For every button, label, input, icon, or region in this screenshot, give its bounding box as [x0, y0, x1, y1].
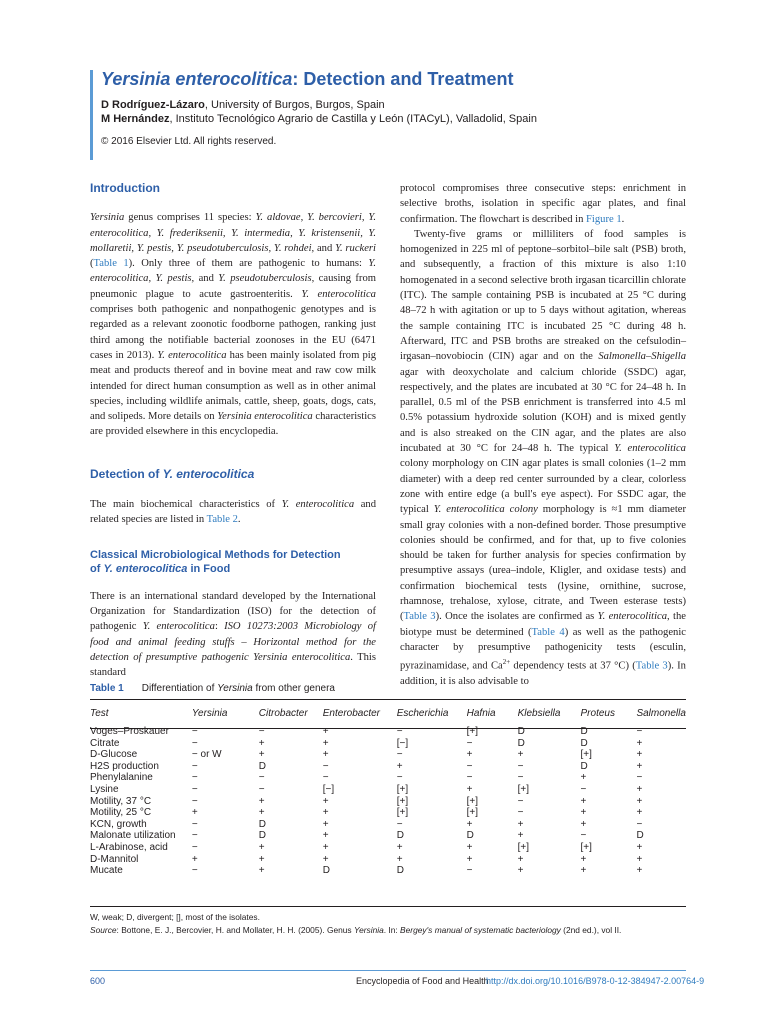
title-italic: Yersinia enterocolitica: [101, 69, 293, 89]
result-cell: +: [636, 841, 643, 853]
result-cell: −: [191, 726, 198, 737]
author-line-1: [101, 99, 385, 111]
result-cell: D: [580, 760, 588, 772]
result-cell: +: [580, 865, 587, 877]
result-cell: +: [191, 807, 198, 819]
protocol-paragraph: protocol compromises three consecutive steps: enrichment in selective broths, isolation in specific agar plates, and final confirmation. The flowchart is described in Figure 1.: [400, 183, 686, 225]
journal-name: Encyclopedia of Food and Health: [356, 976, 489, 986]
section-heading-introduction: Introduction: [90, 181, 160, 195]
table-row: [90, 842, 686, 854]
result-cell: D: [322, 865, 330, 877]
result-cell: D: [580, 726, 588, 737]
result-cell: +: [258, 865, 265, 877]
result-cell: D: [258, 760, 267, 772]
classical-paragraph: There is an international standard developed by the International Organization for Standardization (ISO) for the detection of pathogenic Y. enterocolitica: ISO 10273:2003 Microbiology of food and animal feeding stuffs – Horizontal method for the detection of presumptive pathogenic Yersinia enterocolitica. This standard: [90, 590, 376, 679]
result-cell: +: [322, 841, 329, 853]
table-header-row: [90, 702, 686, 726]
result-cell: D: [580, 737, 588, 749]
result-cell: −: [466, 760, 473, 772]
table-row: [90, 772, 686, 784]
test-name-cell: Motility, 37 °C: [90, 795, 152, 807]
detection-paragraph: The main biochemical characteristics of Y. enterocolitica and related species are listed in Table 2.: [90, 499, 376, 526]
result-cell: D: [258, 830, 267, 842]
column-header: Test: [90, 707, 109, 719]
result-cell: −: [191, 830, 198, 842]
result-cell: +: [636, 853, 643, 865]
result-cell: +: [517, 865, 524, 877]
result-cell: [+]: [396, 807, 409, 819]
column-header: Klebsiella: [517, 707, 561, 719]
result-cell: +: [396, 853, 403, 865]
result-cell: +: [258, 795, 265, 807]
author-line-2: [101, 113, 537, 125]
result-cell: +: [580, 772, 587, 784]
result-cell: − or W: [191, 749, 222, 761]
result-cell: +: [580, 818, 587, 830]
table-row: [90, 830, 686, 842]
result-cell: +: [466, 818, 473, 830]
column-header: Hafnia: [466, 707, 496, 719]
result-cell: +: [636, 795, 643, 807]
result-cell: −: [191, 865, 198, 877]
result-cell: −: [517, 795, 524, 807]
result-cell: +: [258, 807, 265, 819]
result-cell: +: [258, 841, 265, 853]
result-cell: −: [517, 760, 524, 772]
table-row: [90, 749, 686, 761]
table-4-link[interactable]: Table 4: [531, 626, 565, 638]
table-row: [90, 796, 686, 808]
left-column: [90, 181, 376, 680]
result-cell: −: [191, 760, 198, 772]
test-name-cell: L-Arabinose, acid: [90, 841, 168, 853]
result-cell: +: [580, 853, 587, 865]
table-row: [90, 738, 686, 750]
result-cell: −: [191, 772, 198, 784]
result-cell: [+]: [517, 783, 529, 795]
test-name-cell: Phenylalanine: [90, 772, 153, 784]
result-cell: +: [517, 830, 524, 842]
test-name-cell: Motility, 25 °C: [90, 807, 152, 819]
result-cell: D: [517, 737, 525, 749]
table-row: [90, 854, 686, 866]
table-source: Source: Bottone, E. J., Bercovier, H. and Mollater, H. H. (2005). Genus Yersinia. In: Bergey's manual of systematic bacteriology (2nd ed.), vol II.: [90, 925, 622, 935]
result-cell: +: [466, 783, 473, 795]
table-top-rule: [90, 699, 686, 700]
table-3-link-2[interactable]: Table 3: [635, 660, 668, 672]
result-cell: D: [466, 830, 474, 842]
result-cell: [+]: [517, 841, 529, 853]
test-name-cell: H2S production: [90, 760, 159, 772]
result-cell: +: [466, 841, 473, 853]
table-label: Table 1: [90, 683, 124, 694]
result-cell: −: [517, 807, 524, 819]
result-cell: D: [396, 830, 404, 842]
table-header-rule: [90, 728, 686, 729]
result-cell: −: [258, 783, 265, 795]
result-cell: [−]: [396, 737, 409, 749]
result-cell: D: [636, 830, 644, 842]
result-cell: +: [322, 795, 329, 807]
result-cell: D: [517, 726, 525, 737]
result-cell: −: [191, 783, 198, 795]
result-cell: −: [636, 726, 643, 737]
author-name: D Rodríguez-Lázaro: [101, 99, 205, 111]
procedure-paragraph: Twenty-five grams or milliliters of food samples is homogenized in 225 ml of peptone–sorbitol–bile salt (PSB) broth, and subsequently, a fraction of this mixture is also 1:10 homogenated in a second selective broth irgasan ticarcillin chlorate (ITC). The sample containing PSB is incubated at 25 °C during 48–72 h with agitation or up to 5 days without agitation, whereas the sample containing ITC is incubated 25 °C during 48 h. Afterward, ITC and PSB broths are streaked on the cefsulodin–irgasan–novobiocin (CIN) agar and on the Salmonella–Shigella agar with deoxycholate and calcium chloride (SSDC) agar, respectively, and the plates are incubated at 30 °C for 24–48 h. In parallel, 0.5 ml of the PSB enrichment is transferred into 4.5 ml 0.5% potassium hydroxide solution (KOH) and is mixed gently and is also streaked on the CIN agar, and the plates are also incubated at 30 °C for 24–48 h. The typical Y. enterocolitica colony morphology on CIN agar plates is small colonies (1–2 mm diameter) with a deep red center surrounded by a clear, colorless zone with entire edge (a bull's eye aspect). For SSDC agar, the typical Y. enterocolitica colony morphology is ≈1 mm diameter small gray colonies with a non-defined border. Those presumptive colonies should be confirmed, and for that, up to five colonies should be taken for further analysis for species confirmation by presumptive assays (urea–indole, Kligler, and oxidase tests) and confirmation biochemical tests (lysine, ornithine, sucrose, rhamnose, trehalose, xylose, citrate, and Tween esterase tests) (Table 3). Once the isolates are confirmed as Y. enterocolitica, the biotype must be determined (Table 4) as well as the pathogenic character by presumptive pathogenicity tests (esculin, pyrazinamidase, and $Ca^{2+}$ dependency tests at 37 °C) (Table 3). In addition, it is also advisable to: [400, 228, 687, 688]
result-cell: [+]: [466, 795, 479, 807]
intro-paragraph: Yersinia genus comprises 11 species: Y. aldovae, Y. bercovieri, Y. enterocolitica, Y. frederiksenii, Y. intermedia, Y. kristensenii, Y. mollaretii, Y. pestis, Y. pseudotuberculosis, Y. rohdei, and Y. ruckeri (Table 1). Only three of them are pathogenic to humans: Y. enterocolitica, Y. pestis, and Y. pseudotuberculosis, causing from pneumonic plague to acute gastroenteritis. Y. enterocolitica comprises both pathogenic and nonpathogenic genotypes and is regarded as a relevant zoonotic foodborne pathogen, ranking just third among the notifiable bacterial zoonoses in the EU (6471 cases in 2013). Y. enterocolitica has been mainly isolated from pig meat and products thereof and in bovine meat and raw cow milk intended for direct human consumption as well as in other animal species, including wildlife animals, cattle, sheep, goats, dogs, cats, and solipeds. More details on Yersinia enterocolitica characteristics are provided elsewhere in this encyclopedia.: [90, 212, 377, 438]
footer-rule: [90, 970, 686, 971]
result-cell: +: [258, 737, 265, 749]
result-cell: −: [396, 726, 403, 737]
author-name: M Hernández: [101, 113, 170, 125]
result-cell: −: [396, 818, 403, 830]
result-cell: −: [466, 865, 473, 877]
test-name-cell: Voges–Proskauer: [90, 726, 169, 737]
column-header: Yersinia: [191, 707, 228, 719]
result-cell: [+]: [580, 841, 592, 853]
article-title: [101, 69, 513, 90]
table-footnote: W, weak; D, divergent; [], most of the isolates.: [90, 912, 260, 922]
result-cell: [+]: [396, 795, 409, 807]
table-3-link[interactable]: Table 3: [403, 611, 436, 623]
result-cell: [+]: [466, 726, 479, 737]
result-cell: +: [636, 760, 643, 772]
result-cell: −: [580, 830, 587, 842]
result-cell: +: [636, 807, 643, 819]
result-cell: [+]: [396, 783, 409, 795]
result-cell: +: [322, 853, 329, 865]
table-row: [90, 865, 686, 877]
result-cell: +: [517, 749, 524, 761]
result-cell: +: [517, 853, 524, 865]
result-cell: +: [322, 737, 329, 749]
result-cell: −: [636, 772, 643, 784]
result-cell: −: [580, 783, 587, 795]
table-bottom-rule: [90, 906, 686, 907]
result-cell: −: [396, 749, 403, 761]
result-cell: −: [396, 772, 403, 784]
result-cell: −: [636, 818, 643, 830]
column-header: Enterobacter: [322, 707, 381, 719]
test-name-cell: Citrate: [90, 737, 120, 749]
result-cell: +: [396, 760, 403, 772]
result-cell: +: [258, 853, 265, 865]
result-cell: +: [636, 783, 643, 795]
result-cell: +: [636, 865, 643, 877]
column-header: Salmonella: [636, 707, 686, 719]
page-number: 600: [90, 976, 106, 986]
result-cell: [−]: [322, 783, 335, 795]
author-affiliation: , Instituto Tecnológico Agrario de Castilla y León (ITACyL), Valladolid, Spain: [169, 113, 537, 125]
result-cell: +: [636, 737, 643, 749]
author-affiliation: , University of Burgos, Burgos, Spain: [204, 99, 385, 111]
table-row: [90, 761, 686, 773]
result-cell: −: [191, 818, 198, 830]
table-row: [90, 807, 686, 819]
subsection-heading-classical: Classical Microbiological Methods for Detection of Y. enterocolitica in Food: [90, 548, 341, 575]
right-column: [400, 181, 686, 689]
result-cell: +: [322, 749, 329, 761]
test-name-cell: D-Glucose: [90, 749, 138, 761]
table-row: [90, 784, 686, 796]
result-cell: −: [191, 795, 198, 807]
column-header: Proteus: [580, 707, 615, 719]
test-name-cell: Malonate utilization: [90, 830, 176, 842]
result-cell: +: [517, 818, 524, 830]
result-cell: +: [466, 853, 473, 865]
test-name-cell: D-Mannitol: [90, 853, 139, 865]
test-name-cell: Lysine: [90, 783, 119, 795]
title-rest: : Detection and Treatment: [292, 69, 514, 89]
result-cell: −: [466, 737, 473, 749]
table-2-link[interactable]: Table 2: [206, 514, 238, 526]
test-name-cell: KCN, growth: [90, 818, 147, 830]
result-cell: [+]: [580, 749, 592, 761]
result-cell: −: [517, 772, 524, 784]
title-accent-bar: [90, 70, 93, 160]
result-cell: +: [322, 818, 329, 830]
result-cell: −: [191, 737, 198, 749]
copyright: © 2016 Elsevier Ltd. All rights reserved.: [101, 136, 277, 147]
table-row: [90, 819, 686, 831]
result-cell: D: [396, 865, 404, 877]
result-cell: −: [258, 772, 265, 784]
result-cell: +: [466, 749, 473, 761]
result-cell: −: [466, 772, 473, 784]
table-caption: Table 1 Differentiation of Yersinia from other genera: [90, 683, 335, 694]
doi-link[interactable]: http://dx.doi.org/10.1016/B978-0-12-384947-2.00764-9: [486, 976, 705, 986]
result-cell: +: [580, 795, 587, 807]
result-cell: +: [636, 749, 643, 761]
column-header: Escherichia: [396, 707, 449, 719]
result-cell: +: [580, 807, 587, 819]
result-cell: +: [322, 830, 329, 842]
result-cell: [+]: [466, 807, 479, 819]
section-heading-detection: Detection of Y. enterocolitica: [90, 466, 255, 481]
result-cell: −: [258, 726, 265, 737]
result-cell: −: [322, 772, 329, 784]
result-cell: +: [191, 853, 198, 865]
result-cell: +: [258, 749, 265, 761]
result-cell: −: [191, 841, 198, 853]
test-name-cell: Mucate: [90, 865, 123, 877]
result-cell: −: [322, 760, 329, 772]
result-cell: +: [396, 841, 403, 853]
result-cell: D: [258, 818, 267, 830]
figure-1-link[interactable]: Figure 1: [586, 213, 622, 225]
result-cell: +: [322, 726, 329, 737]
table-1-link[interactable]: Table 1: [93, 258, 129, 270]
result-cell: +: [322, 807, 329, 819]
column-header: Citrobacter: [258, 707, 308, 719]
